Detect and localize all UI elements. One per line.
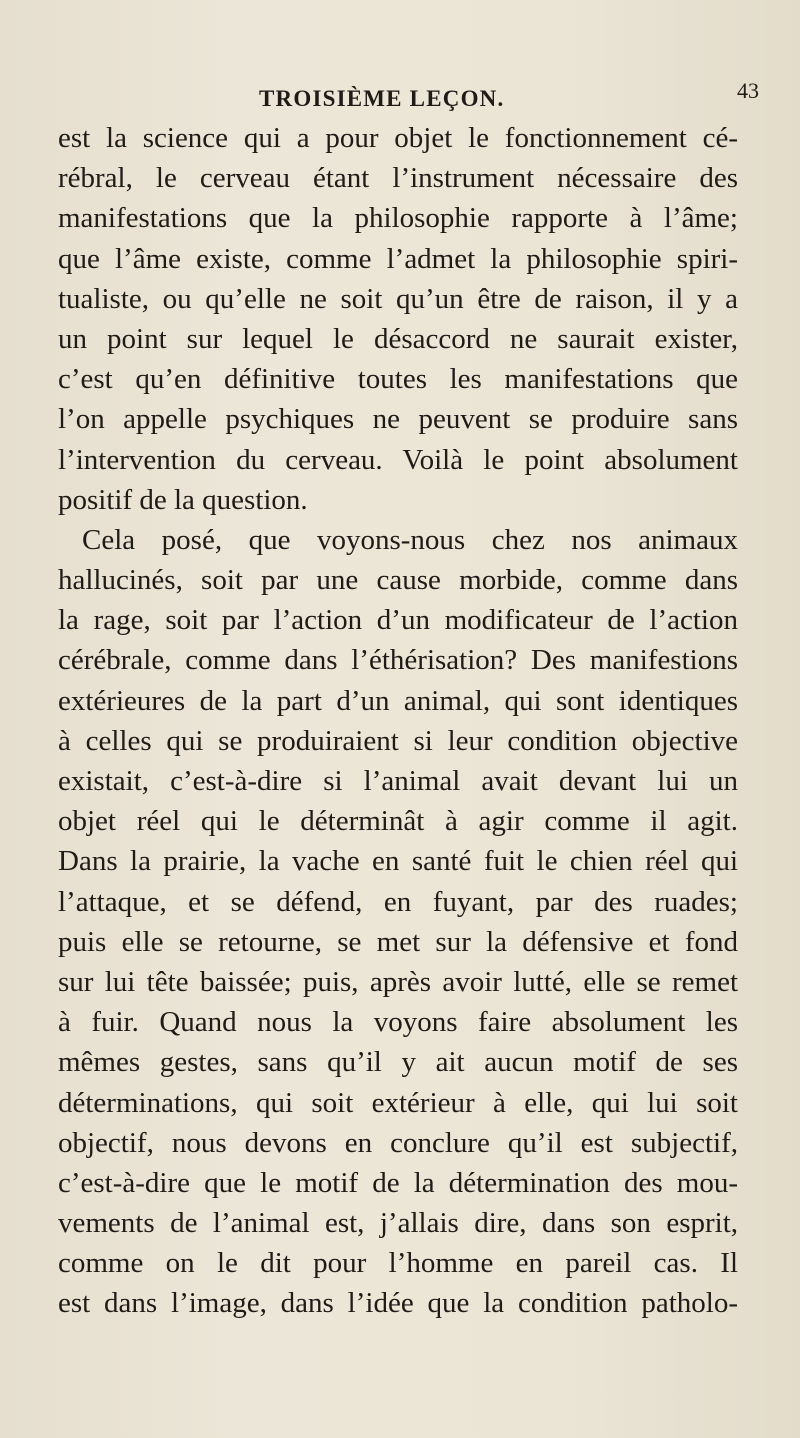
text-line: extérieures de la part d’un animal, qui sont identiques: [58, 684, 738, 717]
text-line: puis elle se retourne, se met sur la défensive et fond: [58, 925, 738, 958]
text-line: tualiste, ou qu’elle ne soit qu’un être de raison, il y a: [58, 282, 738, 315]
body-text: [58, 118, 738, 1324]
text-line: cérébrale, comme dans l’éthérisation? Des manifestions: [58, 644, 738, 677]
text-line: positif de la question.: [58, 483, 308, 516]
text-line: vements de l’animal est, j’allais dire, dans son esprit,: [58, 1207, 738, 1240]
text-line: à celles qui se produiraient si leur condition objective: [58, 724, 738, 757]
text-line: manifestations que la philosophie rapporte à l’âme;: [58, 202, 738, 235]
text-line: à fuir. Quand nous la voyons faire absolument les: [58, 1006, 738, 1039]
text-line: objet réel qui le déterminât à agir comme il agit.: [58, 805, 738, 838]
text-line: existait, c’est-à-dire si l’animal avait devant lui un: [58, 765, 738, 797]
page-header: [0, 78, 800, 118]
text-line: l’intervention du cerveau. Voilà le point absolument: [58, 443, 738, 476]
text-line: la rage, soit par l’action d’un modificateur de l’action: [58, 604, 738, 637]
text-line: comme on le dit pour l’homme en pareil cas. Il: [58, 1247, 738, 1280]
text-line: est la science qui a pour objet le fonctionnement cé-: [58, 122, 738, 154]
text-line: un point sur lequel le désaccord ne saurait exister,: [58, 322, 738, 355]
text-line: Cela posé, que voyons-nous chez nos animaux: [82, 523, 738, 556]
text-line: que l’âme existe, comme l’admet la philosophie spiri-: [58, 242, 738, 275]
text-line: c’est-à-dire que le motif de la détermination des mou-: [58, 1166, 738, 1199]
text-line: rébral, le cerveau étant l’instrument nécessaire des: [58, 162, 738, 195]
page-number: 43: [737, 78, 759, 103]
text-line: c’est qu’en définitive toutes les manifestations que: [58, 363, 738, 396]
text-line: objectif, nous devons en conclure qu’il est subjectif,: [58, 1126, 738, 1159]
text-line: Dans la prairie, la vache en santé fuit le chien réel qui: [58, 845, 738, 878]
running-head: TROISIÈME LEÇON.: [259, 86, 505, 111]
text-line: est dans l’image, dans l’idée que la condition patholo-: [58, 1287, 738, 1320]
text-line: hallucinés, soit par une cause morbide, comme dans: [58, 564, 738, 597]
text-line: l’attaque, et se défend, en fuyant, par des ruades;: [58, 885, 738, 918]
text-line: sur lui tête baissée; puis, après avoir lutté, elle se remet: [58, 965, 738, 998]
text-line: déterminations, qui soit extérieur à elle, qui lui soit: [58, 1086, 738, 1119]
text-line: mêmes gestes, sans qu’il y ait aucun motif de ses: [58, 1046, 738, 1079]
text-line: l’on appelle psychiques ne peuvent se produire sans: [58, 403, 738, 436]
